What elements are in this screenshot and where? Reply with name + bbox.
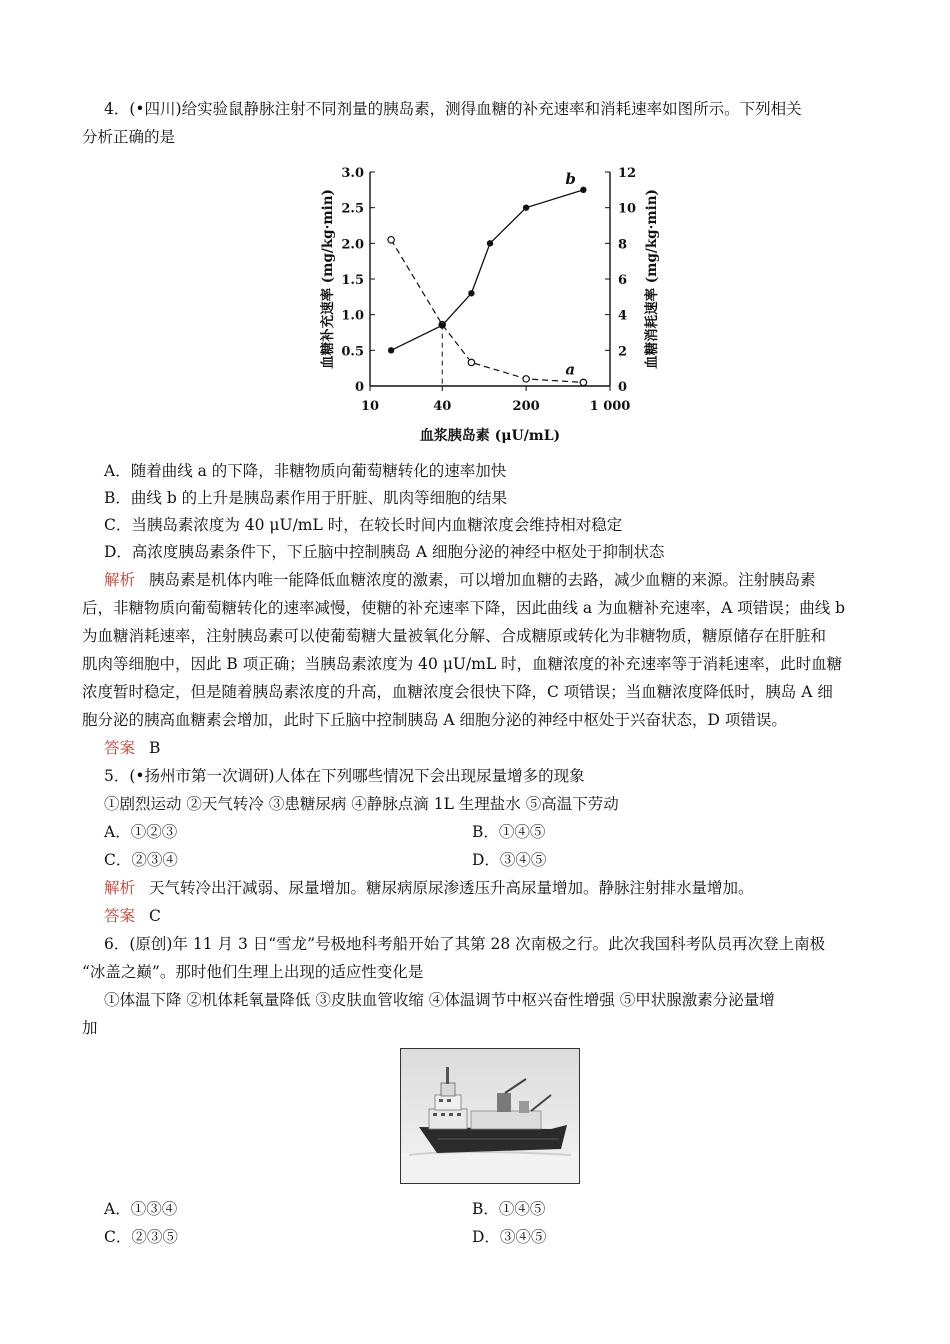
series-b-point [468,290,474,296]
x-tick-label: 1 000 [589,399,631,414]
q6-items-line2: 加 [82,1019,98,1037]
q5-option-d: D．③④⑤ [472,851,547,869]
q4-analysis-line6: 胞分泌的胰高血糖素会增加，此时下丘脑中控制胰岛 A 细胞分泌的神经中枢处于兴奋状态，D 项错误。 [82,711,787,729]
y-right-tick-label: 8 [618,237,628,253]
q5-analysis [104,877,754,899]
q6-option-d: D．③④⑤ [472,1228,547,1246]
q4-analysis-line3: 为血糖消耗速率，注射胰岛素可以使葡萄糖大量被氧化分解、合成糖原或转化为非糖物质，糖原储存在肝脏和 [82,627,827,645]
q6-stem-line1: 6．(原创)年 11 月 3 日“雪龙”号极地科考船开始了其第 28 次南极之行。此次我国科考队员再次登上南极 [104,935,826,953]
series-a-point [580,379,586,385]
y-left-tick-label: 3.0 [341,166,364,181]
answer-value: C [149,907,161,925]
y-right-tick-label: 2 [618,344,628,360]
icebreaker-ship-photo [400,1048,580,1184]
analysis-text: 天气转冷出汗减弱、尿量增加。糖尿病原尿渗透压升高尿量增加。静脉注射排水量增加。 [149,879,754,897]
q6-option-b: B．①④⑤ [472,1200,546,1218]
q5-options-row1 [104,821,884,843]
q4-stem-line2: 分析正确的是 [82,128,176,146]
series-a-point [388,237,394,243]
insulin-chart [300,160,700,450]
y-left-tick-label: 0 [354,380,364,395]
analysis-label: 解析 [104,879,136,897]
y-right-tick-label: 4 [618,308,628,324]
answer-label: 答案 [104,739,136,757]
q5-answer [104,905,161,927]
series-b-line [391,190,583,350]
q4-option-a: A．随着曲线 a 的下降，非糖物质向葡萄糖转化的速率加快 [104,462,507,480]
q4-stem-line1: 4．(•四川)给实验鼠静脉注射不同剂量的胰岛素，测得血糖的补充速率和消耗速率如图所示。下列相关 [104,100,802,118]
x-tick-label: 40 [433,399,452,414]
analysis-text: 胰岛素是机体内唯一能降低血糖浓度的激素，可以增加血糖的去路，减少血糖的来源。注射胰岛素 [149,571,816,589]
series-b-point [439,322,445,328]
y-left-tick-label: 1.0 [341,308,364,324]
series-b-point [580,187,586,193]
series-a-line [391,240,583,383]
y-left-tick-label: 0.5 [341,344,364,360]
series-a-point [468,359,474,365]
x-tick-label: 200 [512,399,540,414]
q4-option-d: D．高浓度胰岛素条件下，下丘脑中控制胰岛 A 细胞分泌的神经中枢处于抑制状态 [104,543,665,561]
q5-option-a: A．①②③ [104,823,178,841]
x-axis-title: 血浆胰岛素 (μU/mL) [419,428,561,444]
q4-analysis-line4: 肌肉等细胞中，因此 B 项正确；当胰岛素浓度为 40 μU/mL 时，血糖浓度的补充速率等于消耗速率，此时血糖 [82,655,843,673]
y-right-tick-label: 12 [618,166,637,181]
y-right-axis-title: 血糖消耗速率 (mg/kg·min) [644,189,660,369]
y-left-tick-label: 1.5 [341,273,364,288]
q5-stem: 5．(•扬州市第一次调研)人体在下列哪些情况下会出现尿量增多的现象 [104,767,585,785]
series-b-point [523,204,529,210]
q4-analysis-line2: 后，非糖物质向葡萄糖转化的速率减慢，使糖的补充速率下降，因此曲线 a 为血糖补充速率，A 项错误；曲线 b [82,599,846,617]
q5-option-c: C．②③④ [104,851,178,869]
q6-options-row1 [104,1198,884,1220]
y-left-tick-label: 2.0 [341,237,364,253]
y-right-tick-label: 10 [618,201,637,217]
q5-options-row2 [104,849,884,871]
q6-options-row2 [104,1226,884,1248]
q4-option-b: B．曲线 b 的上升是胰岛素作用于肝脏、肌肉等细胞的结果 [104,489,508,507]
q4-answer [104,737,160,759]
series-a-label: a [565,360,576,379]
answer-label: 答案 [104,907,136,925]
series-b-point [487,240,493,246]
q6-option-c: C．②③⑤ [104,1228,178,1246]
q6-items-line1: ①体温下降 ②机体耗氧量降低 ③皮肤血管收缩 ④体温调节中枢兴奋性增强 ⑤甲状腺激素分泌量增 [104,991,775,1009]
y-right-tick-label: 0 [618,380,628,395]
q4-option-c: C．当胰岛素浓度为 40 μU/mL 时，在较长时间内血糖浓度会维持相对稳定 [104,516,623,534]
x-tick-label: 10 [360,399,380,414]
y-left-tick-label: 2.5 [341,201,364,217]
q6-option-a: A．①③④ [104,1200,178,1218]
q6-stem-line2: “冰盖之巅”。那时他们生理上出现的适应性变化是 [82,963,424,981]
q5-items: ①剧烈运动 ②天气转冷 ③患糖尿病 ④静脉点滴 1L 生理盐水 ⑤高温下劳动 [104,795,619,813]
y-right-tick-label: 6 [618,273,628,288]
q4-analysis-line5: 浓度暂时稳定，但是随着胰岛素浓度的升高，血糖浓度会很快下降，C 项错误；当血糖浓度降低时，胰岛 A 细 [82,683,833,701]
q5-option-b: B．①④⑤ [472,823,546,841]
series-a-point [523,376,529,382]
series-b-label: b [565,169,576,188]
y-left-axis-title: 血糖补充速率 (mg/kg·min) [320,189,336,369]
analysis-label: 解析 [104,571,136,589]
answer-value: B [149,739,161,757]
series-b-point [388,347,394,353]
q4-analysis-line1 [104,569,816,591]
